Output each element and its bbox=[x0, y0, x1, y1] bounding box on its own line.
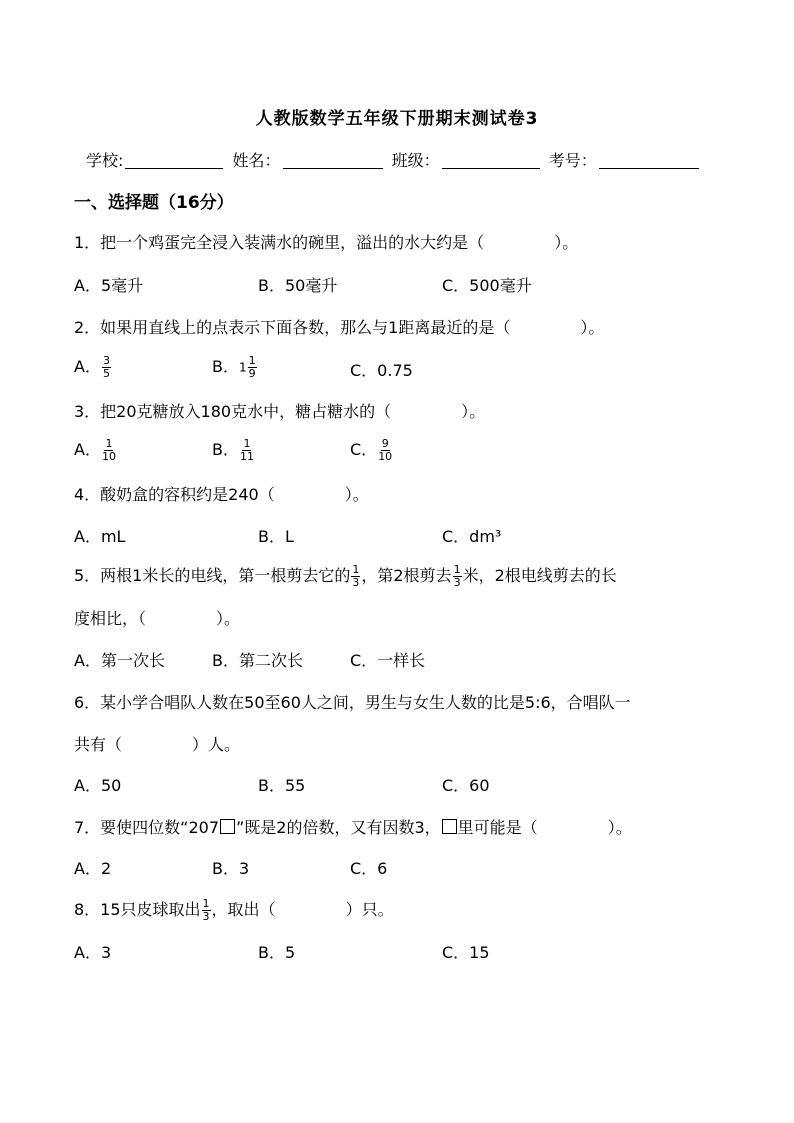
q6-option-b[interactable]: B．55 bbox=[258, 776, 306, 795]
blank-square-icon bbox=[220, 819, 235, 834]
question-text: ”既是2的倍数，又有因数3， bbox=[236, 818, 441, 837]
q2-option-c[interactable]: C．0.75 bbox=[350, 361, 413, 380]
mixed-integer: 1 bbox=[238, 360, 247, 375]
denominator: 3 bbox=[352, 576, 360, 589]
name-label: 姓名： bbox=[232, 151, 281, 170]
fraction bbox=[351, 564, 360, 588]
q5-option-c[interactable]: C．一样长 bbox=[350, 651, 426, 670]
fraction bbox=[378, 438, 392, 462]
q8-option-a[interactable]: A．3 bbox=[74, 943, 112, 962]
numerator: 3 bbox=[102, 354, 110, 368]
fraction bbox=[102, 355, 111, 379]
question-text: 5．两根1米长的电线，第一根剪去它的 bbox=[74, 566, 351, 585]
question-text: 里可能是（ bbox=[457, 818, 538, 837]
question-5 bbox=[74, 563, 617, 589]
exam-no-blank[interactable] bbox=[599, 152, 699, 169]
question-text: ，第2根剪去 bbox=[361, 566, 452, 585]
question-8 bbox=[74, 897, 394, 923]
question-6-line-2 bbox=[74, 732, 240, 755]
numerator: 1 bbox=[248, 354, 256, 368]
question-6 bbox=[74, 690, 631, 713]
denominator: 10 bbox=[378, 450, 393, 463]
exam-no-label: 考号： bbox=[548, 151, 597, 170]
question-2 bbox=[74, 315, 604, 338]
option-label: B． bbox=[212, 440, 239, 459]
question-text: 4．酸奶盒的容积约是240（ bbox=[74, 485, 275, 504]
class-label: 班级： bbox=[391, 151, 440, 170]
q2-option-b[interactable] bbox=[212, 354, 258, 380]
q5-option-b[interactable]: B．第二次长 bbox=[212, 651, 303, 670]
denominator: 10 bbox=[101, 450, 116, 463]
question-end: ）。 bbox=[580, 318, 605, 337]
denominator: 5 bbox=[102, 367, 110, 380]
page-title: 人教版数学五年级下册期末测试卷3 bbox=[255, 109, 539, 129]
q7-option-a[interactable]: A．2 bbox=[74, 859, 112, 878]
student-info-line bbox=[86, 148, 703, 171]
blank-square-icon bbox=[442, 819, 457, 834]
section-heading: 一、选择题（16分） bbox=[74, 193, 234, 213]
q2-option-a[interactable] bbox=[74, 354, 112, 380]
q8-option-b[interactable]: B．5 bbox=[258, 943, 296, 962]
numerator: 1 bbox=[105, 437, 113, 451]
fraction bbox=[202, 898, 211, 922]
denominator: 3 bbox=[453, 576, 461, 589]
q7-option-b[interactable]: B．3 bbox=[212, 859, 250, 878]
fraction bbox=[102, 438, 116, 462]
q1-option-a[interactable]: A．5毫升 bbox=[74, 276, 144, 295]
q1-option-c[interactable]: C．500毫升 bbox=[442, 276, 532, 295]
option-label: B． bbox=[212, 357, 239, 376]
numerator: 1 bbox=[453, 563, 461, 577]
denominator: 11 bbox=[239, 450, 254, 463]
option-label: A． bbox=[74, 440, 101, 459]
question-end: ）。 bbox=[461, 402, 486, 421]
class-blank[interactable] bbox=[442, 152, 540, 169]
q7-option-c[interactable]: C．6 bbox=[350, 859, 388, 878]
q3-option-a[interactable] bbox=[74, 437, 117, 463]
question-end: ）只。 bbox=[345, 900, 394, 919]
q3-option-c[interactable] bbox=[350, 437, 393, 463]
question-5-line-2 bbox=[74, 606, 240, 629]
fraction bbox=[453, 564, 462, 588]
question-1 bbox=[74, 230, 578, 253]
question-end: ）人。 bbox=[192, 735, 241, 754]
numerator: 1 bbox=[243, 437, 251, 451]
option-label: A． bbox=[74, 357, 101, 376]
q8-option-c[interactable]: C．15 bbox=[442, 943, 490, 962]
fraction bbox=[248, 355, 257, 379]
question-text: 共有（ bbox=[74, 735, 123, 754]
school-label: 学校: bbox=[86, 151, 124, 170]
question-end: ）。 bbox=[607, 818, 632, 837]
question-4 bbox=[74, 482, 369, 505]
question-text: 2．如果用直线上的点表示下面各数，那么与1距离最近的是（ bbox=[74, 318, 511, 337]
question-text: 度相比，（ bbox=[74, 609, 147, 628]
denominator: 3 bbox=[202, 910, 210, 923]
question-text: 8．15只皮球取出 bbox=[74, 900, 201, 919]
question-end: ）。 bbox=[216, 609, 241, 628]
question-text: 6．某小学合唱队人数在50至60人之间，男生与女生人数的比是5:6，合唱队一 bbox=[74, 693, 631, 712]
school-blank[interactable] bbox=[125, 152, 223, 169]
numerator: 1 bbox=[202, 897, 210, 911]
question-text: 米，2根电线剪去的长 bbox=[462, 566, 617, 585]
q5-option-a[interactable]: A．第一次长 bbox=[74, 651, 165, 670]
question-text: 3．把20克糖放入180克水中，糖占糖水的（ bbox=[74, 402, 392, 421]
numerator: 9 bbox=[381, 437, 389, 451]
question-end: ）。 bbox=[554, 233, 579, 252]
option-label: C． bbox=[350, 440, 378, 459]
q4-option-a[interactable]: A．mL bbox=[74, 527, 126, 546]
fraction bbox=[240, 438, 254, 462]
denominator: 9 bbox=[248, 367, 256, 380]
q4-option-c[interactable]: C．dm³ bbox=[442, 527, 502, 546]
question-7 bbox=[74, 815, 632, 838]
question-text: 1．把一个鸡蛋完全浸入装满水的碗里，溢出的水大约是（ bbox=[74, 233, 485, 252]
q6-option-c[interactable]: C．60 bbox=[442, 776, 490, 795]
q4-option-b[interactable]: B．L bbox=[258, 527, 294, 546]
question-3 bbox=[74, 399, 485, 422]
question-end: ）。 bbox=[344, 485, 369, 504]
q3-option-b[interactable] bbox=[212, 437, 255, 463]
name-blank[interactable] bbox=[283, 152, 383, 169]
question-text: ，取出（ bbox=[211, 900, 276, 919]
q6-option-a[interactable]: A．50 bbox=[74, 776, 122, 795]
numerator: 1 bbox=[352, 563, 360, 577]
q1-option-b[interactable]: B．50毫升 bbox=[258, 276, 338, 295]
question-text: 7．要使四位数“207 bbox=[74, 818, 220, 837]
